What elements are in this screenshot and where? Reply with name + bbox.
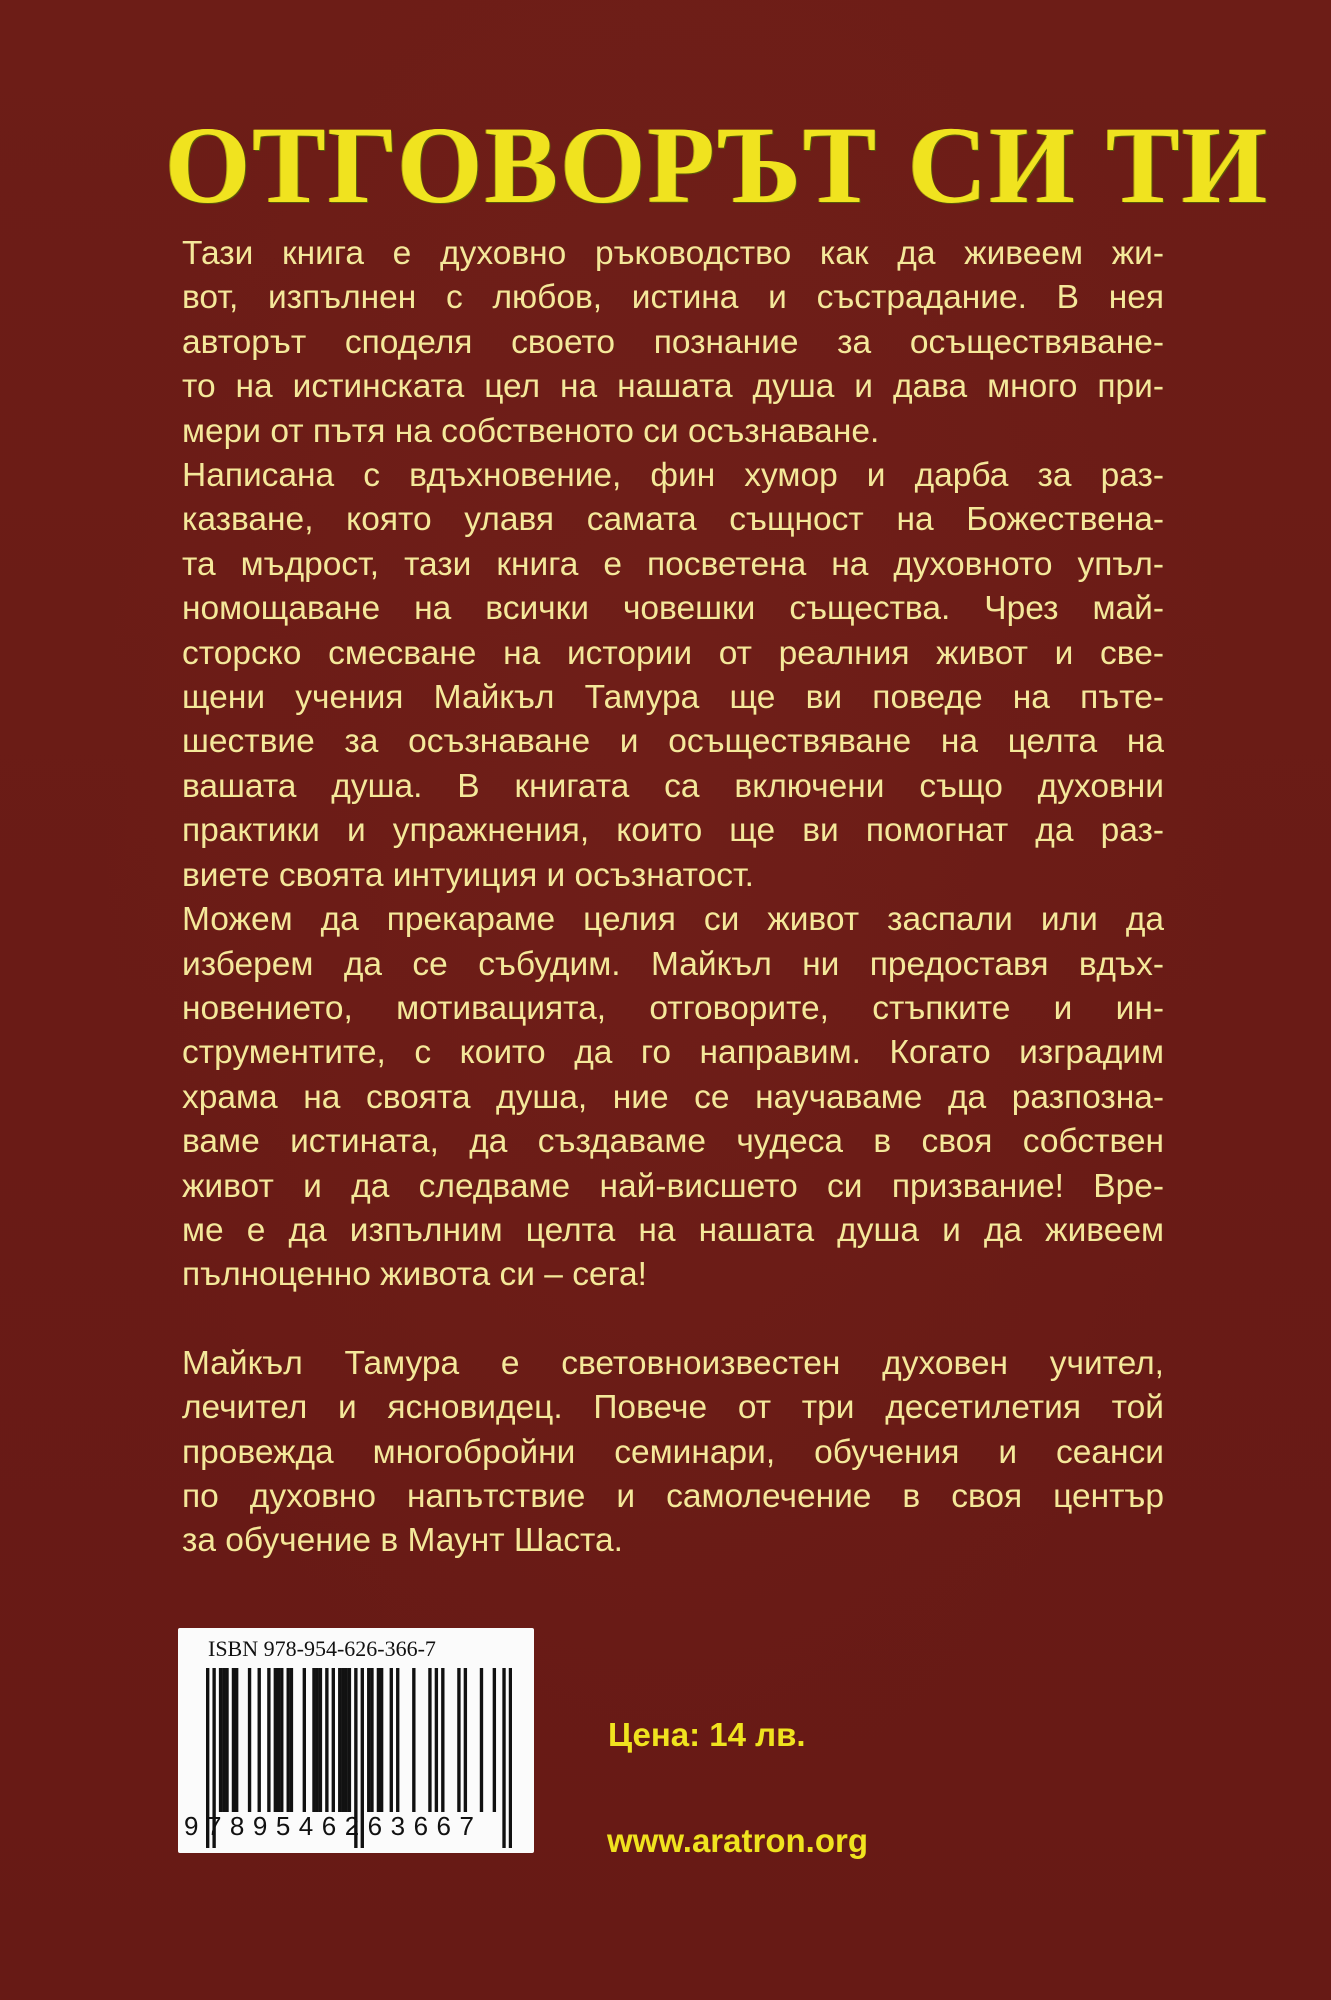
isbn-barcode <box>178 1628 534 1853</box>
text-line: по духовно напътствие и самолечение в своя център <box>182 1477 1164 1515</box>
barcode-digits: 9789546263667 <box>184 1811 483 1841</box>
barcode-bar <box>412 1668 415 1812</box>
text-line: вот, изпълнен с любов, истина и състрадание. В нея <box>182 279 1164 317</box>
barcode-bar <box>248 1668 251 1812</box>
text-line: пълноценно живота си – сега! <box>182 1256 647 1294</box>
book-description <box>182 232 1164 1564</box>
text-line: Тази книга е духовно ръководство как да живеем жи- <box>182 235 1164 272</box>
barcode-bar <box>280 1668 283 1812</box>
text-line: Майкъл Тамура е световноизвестен духовен учител, <box>182 1344 1164 1382</box>
text-line: мери от пътя на собственото си осъзнаване. <box>182 412 880 450</box>
barcode-bar <box>325 1668 328 1812</box>
text-line: сторско смесване на истории от реалния живот и све- <box>182 634 1164 672</box>
text-line: ме е да изпълним целта на нашата душа и да живеем <box>182 1211 1164 1249</box>
barcode-bar <box>319 1668 322 1812</box>
barcode-bar <box>287 1668 290 1812</box>
barcode-bar <box>303 1668 306 1812</box>
barcode-bar <box>338 1668 341 1812</box>
text-line: шествие за осъзнаване и осъществяване на целта на <box>182 723 1164 761</box>
text-line: виете своята интуиция и осъзнатост. <box>182 856 754 894</box>
barcode-bar <box>457 1668 460 1812</box>
text-line: храма на своята душа, ние се научаваме да разпозна- <box>182 1078 1164 1116</box>
barcode-bar <box>258 1668 261 1812</box>
barcode-bar <box>277 1668 280 1812</box>
text-line: щени учения Майкъл Тамура ще ви поведе на пъте- <box>182 679 1164 717</box>
barcode-bar <box>222 1668 225 1812</box>
description-paragraph-3 <box>182 898 1164 1298</box>
text-line: за обучение в Маунт Шаста. <box>182 1522 623 1560</box>
barcode-bar <box>341 1668 344 1812</box>
text-line: новението, мотивацията, отговорите, стъпките и ин- <box>182 989 1164 1027</box>
text-line: та мъдрост, тази книга е посветена на духовното упъл- <box>182 545 1164 583</box>
text-line: казване, която улавя самата същност на Божествена- <box>182 501 1164 539</box>
barcode-bar <box>332 1668 335 1812</box>
barcode-bar <box>312 1668 315 1812</box>
barcode-bar <box>480 1668 483 1812</box>
barcode-bar <box>267 1668 270 1812</box>
barcode-bar <box>345 1668 348 1812</box>
barcode-bar <box>274 1668 277 1812</box>
text-line: авторът споделя своето познание за осъществяване- <box>182 323 1164 361</box>
text-line: то на истинската цел на нашата душа и дава много при- <box>182 368 1164 406</box>
barcode-bar <box>464 1668 467 1812</box>
text-line: вашата душа. В книгата са включени също духовни <box>182 767 1164 805</box>
barcode-bar <box>435 1668 438 1812</box>
description-paragraph-1 <box>182 232 1164 454</box>
barcode-bar <box>232 1668 235 1812</box>
barcode-bar <box>377 1668 380 1812</box>
text-line: струментите, с които да го направим. Когато изградим <box>182 1034 1164 1072</box>
price-label: Цена: 14 лв. <box>608 1716 806 1753</box>
barcode-bar <box>316 1668 319 1812</box>
barcode-bar <box>370 1668 373 1812</box>
text-line: номощаване на всички човешки същества. Чрез май- <box>182 590 1164 628</box>
barcode-bar <box>235 1668 238 1812</box>
text-line: Можем да прекараме целия си живот заспали или да <box>182 901 1164 939</box>
text-line: Написана с вдъхновение, фин хумор и дарба за раз- <box>182 457 1164 495</box>
text-line: провежда многобройни семинари, обучения и сеанси <box>182 1433 1164 1471</box>
barcode-bar <box>380 1668 383 1812</box>
text-line: лечител и ясновидец. Повече от три десетилетия той <box>182 1389 1164 1427</box>
barcode-bar <box>428 1668 431 1812</box>
barcode-bar <box>290 1668 293 1812</box>
barcode-bar <box>367 1668 370 1812</box>
barcode-bar <box>390 1668 393 1812</box>
text-line: практики и упражнения, които ще ви помогнат да раз- <box>182 812 1164 850</box>
description-paragraph-2 <box>182 454 1164 898</box>
book-title: ОТГОВОРЪТ СИ ТИ <box>165 104 1270 226</box>
barcode-bar <box>225 1668 228 1812</box>
author-bio <box>182 1342 1164 1564</box>
paragraph-spacer <box>182 1298 1164 1342</box>
isbn-label: ISBN 978-954-626-366-7 <box>208 1636 436 1661</box>
barcode-bar <box>493 1668 496 1812</box>
publisher-website: www.aratron.org <box>607 1822 868 1859</box>
text-line: живот и да следваме най-висшето си призвание! Вре- <box>182 1167 1164 1205</box>
text-line: изберем да се събудим. Майкъл ни предоставя вдъх- <box>182 945 1164 983</box>
barcode-bar <box>348 1668 351 1812</box>
barcode-bar <box>219 1668 222 1812</box>
text-line: ваме истината, да създаваме чудеса в своя собствен <box>182 1123 1164 1161</box>
barcode-bar <box>396 1668 399 1812</box>
barcode-bar <box>441 1668 444 1812</box>
